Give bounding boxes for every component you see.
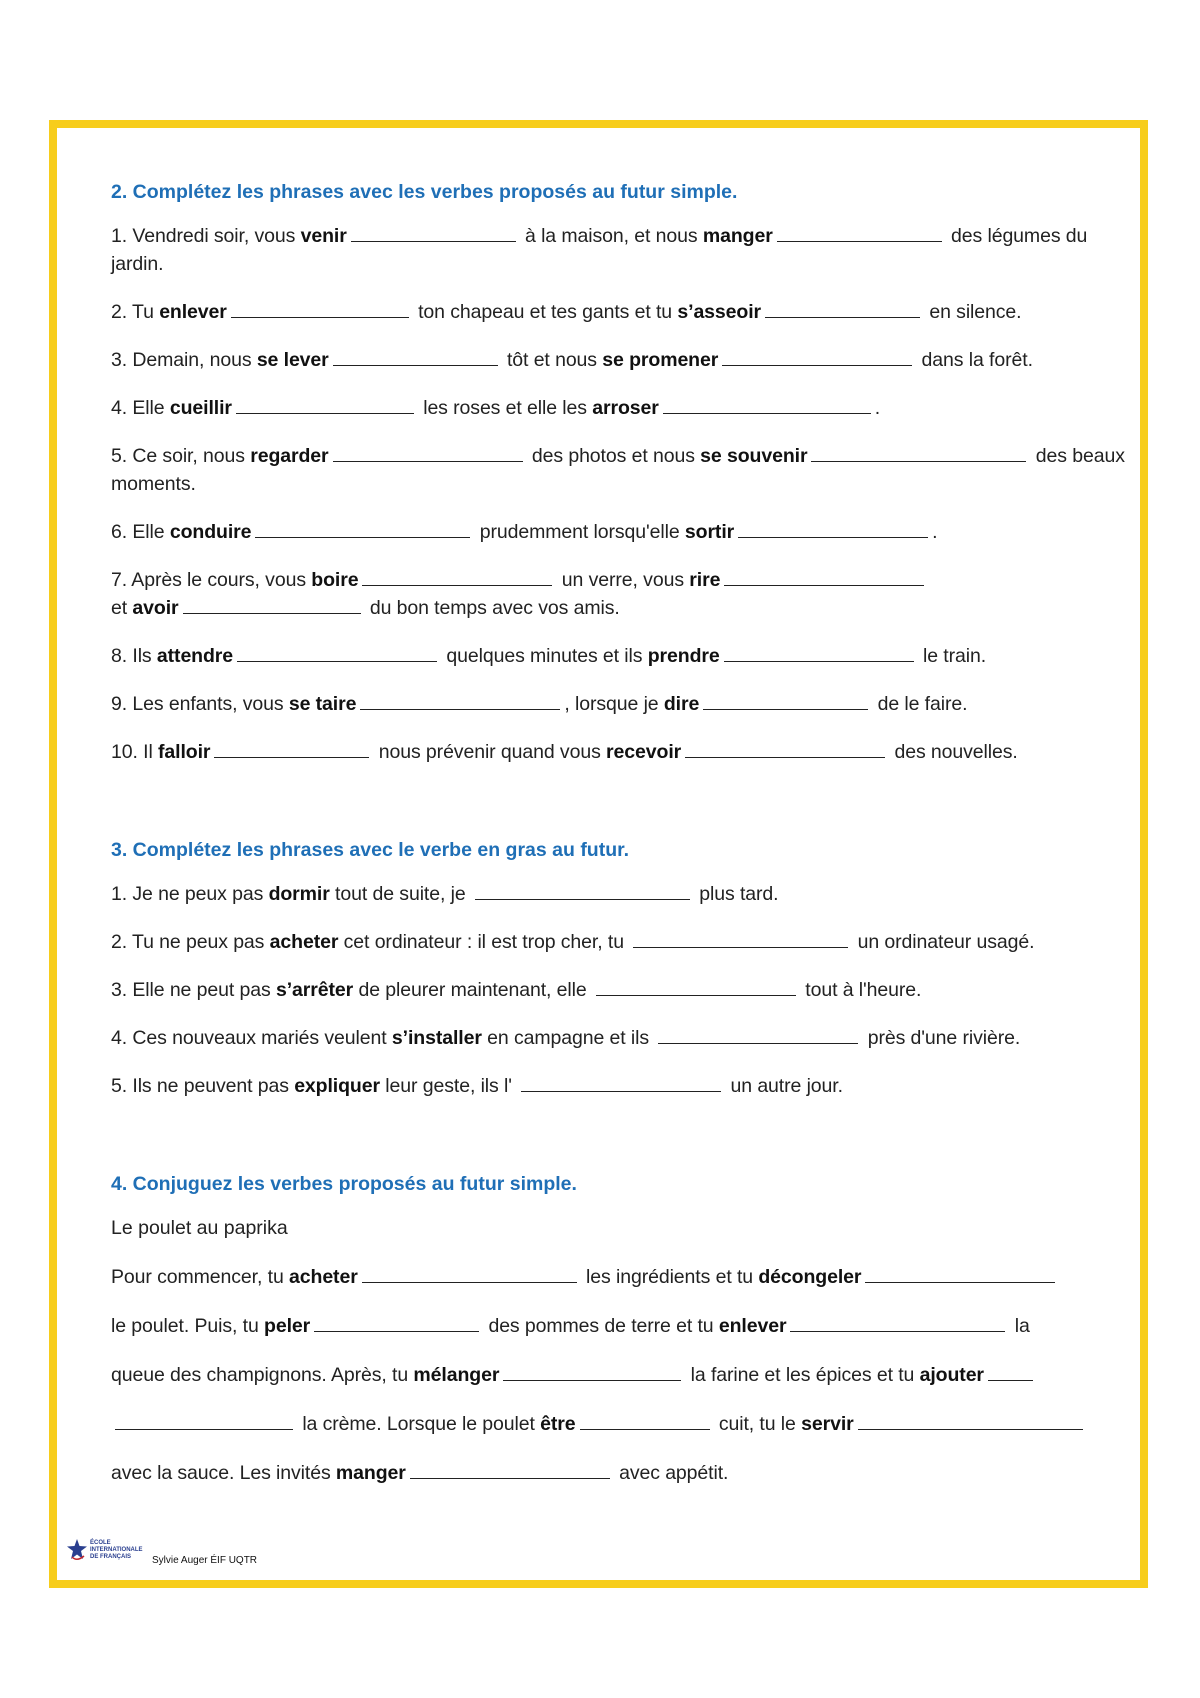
answer-blank[interactable]: [362, 1268, 577, 1283]
section-2: [111, 180, 1141, 766]
verb-infinitive: se promener: [602, 349, 719, 371]
answer-blank[interactable]: [703, 695, 868, 710]
sentence-text: 2. Tu ne peux pas: [111, 931, 270, 953]
verb-infinitive: décongeler: [758, 1266, 862, 1288]
verb-infinitive: sortir: [684, 521, 735, 543]
sentence-text: leur geste, ils l': [379, 1075, 518, 1097]
sentence-text: Pour commencer, tu: [111, 1266, 290, 1288]
verb-infinitive: rire: [689, 569, 721, 591]
sentence-text: tout à l'heure.: [799, 979, 922, 1001]
verb-infinitive: dormir: [268, 883, 330, 905]
answer-blank[interactable]: [362, 571, 552, 586]
answer-blank[interactable]: [360, 695, 560, 710]
section-4-sentence-2: [111, 1312, 1141, 1340]
answer-blank[interactable]: [811, 447, 1026, 462]
sentence-text: 6. Elle: [111, 521, 170, 543]
section-2-sentence-5: [111, 442, 1141, 498]
answer-blank[interactable]: [255, 523, 470, 538]
footer: [64, 1538, 257, 1568]
sentence-text: des photos et nous: [526, 445, 701, 467]
section-3-heading: 3. Complétez les phrases avec le verbe en gras au futur.: [111, 839, 630, 861]
verb-infinitive: manger: [335, 1462, 406, 1484]
verb-infinitive: conduire: [169, 521, 252, 543]
sentence-text: quelques minutes et ils: [441, 645, 648, 667]
answer-blank[interactable]: [685, 743, 885, 758]
sentence-text: la: [1009, 1315, 1030, 1337]
answer-blank[interactable]: [236, 399, 414, 414]
spacer: [111, 1120, 1141, 1172]
verb-infinitive: s’asseoir: [677, 301, 762, 323]
sentence-text: des nouvelles.: [889, 741, 1018, 763]
section-2-sentence-9: [111, 690, 1141, 718]
sentence-text: la farine et les épices et tu: [685, 1364, 920, 1386]
section-4-heading: 4. Conjuguez les verbes proposés au futur simple.: [111, 1173, 577, 1195]
answer-blank[interactable]: [865, 1268, 1055, 1283]
verb-infinitive: se lever: [256, 349, 329, 371]
section-4-sentence-1: [111, 1263, 1141, 1291]
verb-infinitive: attendre: [156, 645, 234, 667]
section-2-sentence-7: [111, 566, 1141, 622]
verb-infinitive: servir: [801, 1413, 854, 1435]
section-2-heading: 2. Complétez les phrases avec les verbes proposés au futur simple.: [111, 181, 738, 203]
sentence-text: en silence.: [924, 301, 1022, 323]
sentence-text: un autre jour.: [725, 1075, 843, 1097]
sentence-text: , lorsque je: [564, 693, 664, 715]
section-2-sentence-8: [111, 642, 1141, 670]
sentence-text: cuit, tu le: [713, 1413, 802, 1435]
sentence-text: le poulet. Puis, tu: [111, 1315, 265, 1337]
answer-blank[interactable]: [333, 351, 498, 366]
school-logo: [64, 1538, 144, 1568]
answer-blank[interactable]: [722, 351, 912, 366]
sentence-text: .: [932, 521, 938, 543]
logo-text: ÉCOLE INTERNATIONALE DE FRANÇAIS: [90, 1540, 143, 1560]
answer-blank[interactable]: [237, 647, 437, 662]
verb-infinitive: peler: [264, 1315, 311, 1337]
section-2-sentence-1: [111, 222, 1141, 278]
section-3-sentence-3: [111, 976, 1141, 1004]
sentence-text: 7. Après le cours, vous: [111, 569, 312, 591]
verb-infinitive: ajouter: [919, 1364, 984, 1386]
sentence-text: des légumes du jardin.: [111, 225, 1088, 275]
section-4-sentence-5: [111, 1459, 1141, 1487]
answer-blank[interactable]: [724, 647, 914, 662]
worksheet: [111, 180, 1141, 1508]
section-4-sentence-4: [111, 1410, 1141, 1438]
sentence-text: un verre, vous: [556, 569, 690, 591]
answer-blank[interactable]: [314, 1317, 479, 1332]
answer-blank[interactable]: [503, 1366, 681, 1381]
sentence-text: nous prévenir quand vous: [373, 741, 607, 763]
section-4: [111, 1172, 1141, 1487]
verb-infinitive: manger: [702, 225, 773, 247]
section-2-sentence-10: [111, 738, 1141, 766]
author-credit: Sylvie Auger ÉIF UQTR: [152, 1555, 258, 1566]
sentence-text: 4. Elle: [111, 397, 170, 419]
answer-blank[interactable]: [521, 1077, 721, 1092]
sentence-text: un ordinateur usagé.: [852, 931, 1035, 953]
verb-infinitive: regarder: [250, 445, 329, 467]
sentence-text: 1. Vendredi soir, vous: [111, 225, 301, 247]
section-2-items: [111, 222, 1141, 766]
sentence-text: 4. Ces nouveaux mariés veulent: [111, 1027, 392, 1049]
sentence-text: 1. Je ne peux pas: [111, 883, 269, 905]
section-2-sentence-6: [111, 518, 1141, 546]
sentence-text: de pleurer maintenant, elle: [353, 979, 592, 1001]
sentence-text: cet ordinateur : il est trop cher, tu: [338, 931, 630, 953]
verb-infinitive: enlever: [718, 1315, 787, 1337]
verb-infinitive: prendre: [647, 645, 720, 667]
answer-blank[interactable]: [633, 933, 848, 948]
answer-blank[interactable]: [580, 1415, 710, 1430]
verb-infinitive: cueillir: [169, 397, 232, 419]
sentence-text: 5. Ils ne peuvent pas: [111, 1075, 295, 1097]
answer-blank[interactable]: [765, 303, 920, 318]
section-3-sentence-4: [111, 1024, 1141, 1052]
sentence-text: des pommes de terre et tu: [483, 1315, 719, 1337]
section-4-items: [111, 1263, 1141, 1487]
sentence-text: 2. Tu: [111, 301, 160, 323]
sentence-text: .: [874, 397, 881, 419]
verb-infinitive: se taire: [288, 693, 357, 715]
sentence-text: les ingrédients et tu: [580, 1266, 759, 1288]
verb-infinitive: acheter: [269, 931, 339, 953]
sentence-text: tôt et nous: [501, 349, 603, 371]
sentence-text: 5. Ce soir, nous: [111, 445, 251, 467]
sentence-text: tout de suite, je: [329, 883, 471, 905]
answer-blank[interactable]: [183, 599, 361, 614]
sentence-text: 10. Il: [111, 741, 158, 763]
answer-blank[interactable]: [475, 885, 690, 900]
answer-blank[interactable]: [231, 303, 409, 318]
verb-infinitive: arroser: [592, 397, 659, 419]
sentence-text: et: [111, 597, 133, 619]
spacer: [111, 786, 1141, 838]
verb-infinitive: s’arrêter: [275, 979, 354, 1001]
answer-blank[interactable]: [658, 1029, 858, 1044]
sentence-text: plus tard.: [693, 883, 779, 905]
answer-blank[interactable]: [738, 523, 928, 538]
section-3-items: [111, 880, 1141, 1100]
sentence-text: les roses et elle les: [417, 397, 593, 419]
sentence-text: queue des champignons. Après, tu: [111, 1364, 414, 1386]
answer-blank[interactable]: [115, 1415, 293, 1430]
answer-blank[interactable]: [214, 743, 369, 758]
sentence-text: de le faire.: [872, 693, 968, 715]
section-2-sentence-2: [111, 298, 1141, 326]
verb-infinitive: être: [540, 1413, 576, 1435]
verb-infinitive: se souvenir: [700, 445, 808, 467]
star-logo-icon: [66, 1538, 88, 1562]
verb-infinitive: falloir: [158, 741, 211, 763]
sentence-text: 8. Ils: [111, 645, 157, 667]
section-2-sentence-3: [111, 346, 1141, 374]
section-3-sentence-2: [111, 928, 1141, 956]
answer-blank[interactable]: [790, 1317, 1005, 1332]
answer-blank[interactable]: [351, 227, 516, 242]
answer-blank[interactable]: [663, 399, 871, 414]
sentence-text: avec appétit.: [613, 1462, 729, 1484]
sentence-text: 3. Demain, nous: [111, 349, 257, 371]
sentence-text: ton chapeau et tes gants et tu: [412, 301, 678, 323]
verb-infinitive: enlever: [159, 301, 227, 323]
section-4-sentence-3: [111, 1361, 1141, 1389]
sentence-text: près d'une rivière.: [862, 1027, 1021, 1049]
answer-blank[interactable]: [858, 1415, 1083, 1430]
sentence-text: prudemment lorsqu'elle: [474, 521, 685, 543]
verb-infinitive: expliquer: [294, 1075, 380, 1097]
verb-infinitive: dire: [663, 693, 700, 715]
answer-blank[interactable]: [333, 447, 523, 462]
section-3: [111, 838, 1141, 1100]
sentence-text: avec la sauce. Les invités: [111, 1462, 336, 1484]
sentence-text: en campagne et ils: [481, 1027, 655, 1049]
sentence-text: du bon temps avec vos amis.: [364, 597, 620, 619]
answer-blank[interactable]: [777, 227, 942, 242]
section-3-sentence-1: [111, 880, 1141, 908]
answer-blank[interactable]: [410, 1464, 610, 1479]
sentence-text: le train.: [917, 645, 987, 667]
verb-infinitive: venir: [300, 225, 347, 247]
sentence-text: la crème. Lorsque le poulet: [297, 1413, 541, 1435]
sentence-text: 3. Elle ne peut pas: [111, 979, 276, 1001]
section-3-sentence-5: [111, 1072, 1141, 1100]
verb-infinitive: s’installer: [391, 1027, 482, 1049]
verb-infinitive: avoir: [132, 597, 179, 619]
sentence-text: à la maison, et nous: [519, 225, 703, 247]
answer-blank[interactable]: [596, 981, 796, 996]
section-2-sentence-4: [111, 394, 1141, 422]
sentence-text: dans la forêt.: [916, 349, 1033, 371]
verb-infinitive: mélanger: [413, 1364, 500, 1386]
recipe-title: Le poulet au paprika: [111, 1217, 288, 1239]
verb-infinitive: recevoir: [606, 741, 682, 763]
sentence-text: des beaux moments.: [111, 445, 1125, 495]
verb-infinitive: boire: [311, 569, 359, 591]
sentence-text: 9. Les enfants, vous: [111, 693, 289, 715]
answer-blank[interactable]: [724, 571, 924, 586]
verb-infinitive: acheter: [289, 1266, 358, 1288]
answer-blank[interactable]: [988, 1366, 1033, 1381]
